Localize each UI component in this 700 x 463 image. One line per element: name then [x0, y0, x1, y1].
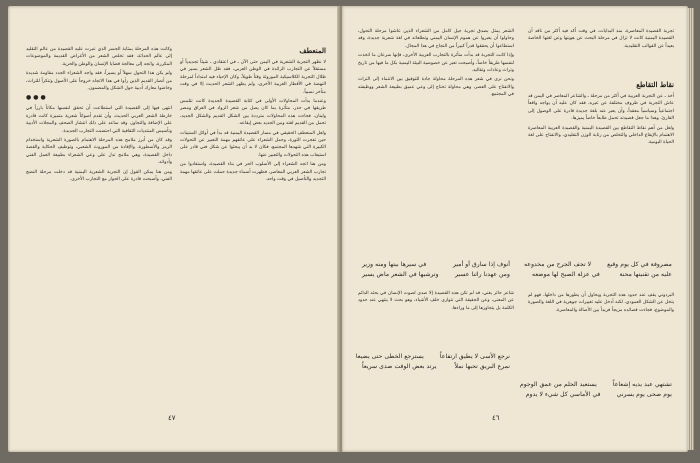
verse-line: نمرع البريق تحبها نملاً يرتد بعض الوقت صدى سريعاً [362, 363, 510, 370]
section-heading-intersection-points: نقاط التقاطع [636, 80, 674, 89]
verse-line: نرجع الأسى لا يطيق ارتفاعاً يسترجع الخطى حتى يضيعا [355, 353, 510, 360]
left-page [8, 6, 340, 452]
verse-line: ومن عهدنا راثنا عسير وترشيها في الشعر ماض يسير [362, 271, 510, 278]
right-page-left-column-top [358, 28, 514, 254]
verse-line: تشتهي عبد يديه إشعاعاً يستعيد الحلم من عمق الوجوم [519, 381, 672, 388]
page-number: ٤٦ [492, 414, 500, 422]
section-divider-icon: ●●● [26, 94, 48, 102]
paragraph: الشعر يمثل بصدق تجربة جيل كامل من الشعراء الذين عاشوا مرحلة التحول، وحاولوا أن يعبروا عن هموم الإنسان اليمني وتطلعاته في لغة شعرية جديدة، وقد استطاعوا أن يحققوا قدراً كبيراً من النجاح في هذا المجال. [358, 29, 514, 49]
paragraph: وإذا كانت التجربة قد بدأت متأثرة بالتجارب العربية الأخرى، فإنها سرعان ما اتخذت لنفسها طريقاً خاصاً، وأصبحت تعبر عن خصوصية البيئة اليمنية بكل ما فيها من تاريخ وتراث وعادات وتقاليد. [358, 53, 514, 74]
left-page-right-column [180, 46, 326, 406]
section-heading-al-munataf: المنعطف [299, 46, 326, 55]
verse-line: مصروفة في كل يوم وقيع لا تجف الجرح من مخدوعه [524, 261, 672, 268]
paragraph: وقد كان من أبرز ملامح هذه المرحلة الاهتمام بالصورة الشعرية واستخدام الرمز والأسطورة، والإفادة من الموروث الشعبي، وتوظيف الحكاية والقصة داخل القصيدة، وهي ملامح تدل على وعي الشعراء بطبيعة العمل الفني وأدواته. [26, 138, 172, 166]
paragraph: وعندما بدأت المحاولات الأولى في كتابة القصيدة الجديدة كانت تتلمس طريقها في حذر، متأثرة بما كان يصل من شعر الرواد في العراق ومصر ولبنان، فجاءت هذه المحاولات مترددة بين الشكل القديم والشكل الجديد، تحمل من القديم لغته ومن الجديد بعض إيقاعه. [180, 99, 326, 127]
paragraph: انتهى فيها إلى القصيدة التي استطاعت أن تحقق لنفسها مكاناً بارزاً في خارطة الشعر العربي الحديث، وأن تقدم أصواتاً شعرية متميزة كانت قادرة على الإضافة والتجاوز، وقد ساعد على ذلك انتشار الصحف والمجلات الأدبية وتأسيس المنتديات الثقافية التي احتضنت التجارب الجديدة. [26, 106, 172, 134]
paragraph: ومن هنا اتجه الشعراء إلى الأسلوب الحر في بناء القصيدة، واستفادوا من تجارب الشعر العربي المعاصر، فظهرت أسماء جديدة حملت على عاتقها مهمة التجديد والتأصيل في وقت واحد. [180, 162, 326, 183]
verse-line: يوم صحى يوم يسرني في الأماسي كل شيء لا يدوم [525, 391, 672, 398]
paragraph: ولعل من أهم نقاط التقاطع بين القصيدة اليمنية والقصيدة العربية المعاصرة الاهتمام بالإيقاع الداخلي والتخلص من رتابة الوزن التقليدي، والانفتاح على لغة الحياة اليومية. [528, 125, 674, 146]
verse-block-2 [362, 260, 510, 280]
paragraph: تجربة القصيدة المعاصرة، منذ البدايات، في وقت أكد فيه أكثر من ناقد أن القصيدة اليمنية كانت لا تزال في مرحلة البحث عن هويتها وعن لغتها الخاصة بعيداً عن القوالب التقليدية. [528, 29, 674, 49]
paragraph: البردوني يقف عند حدود هذه التجربة ويحاول أن يطورها من داخلها، فهو لم يتخل عن الشكل العمودي، لكنه أدخل عليه تغييرات جوهرية في اللغة والصورة والموضوع، فجاءت قصائده مزيجاً فريداً بين الأصالة والمعاصرة. [528, 293, 674, 313]
paragraph: لا نظهر التجربة الشعرية في اليمن حتى الآن ـ في اعتقادي ـ شيئاً تجديدياً أو مستقلاً عن التجارب الرائدة في الوطن العربي، فقد ظل الشعر يسير في ظلال التجربة الكلاسيكية الموروثة وقتاً طويلاً، وكان الإحياء فيه امتداداً لمرحلة النهضة في الأقطار العربية الأخرى، ولم يظهر الشعر الحديث إلا في وقت متأخر نسبياً. [180, 60, 326, 95]
verse-block-4 [519, 380, 672, 400]
left-page-left-column [26, 46, 172, 406]
paragraph: أخذ ـ عن التجربة العربية في أكثر من مرحلة ـ والشاعر المعاصر في اليمن قد عاش التجربة في ظروف مختلفة عن غيره، فقد كان عليه أن يواجه واقعاً اجتماعياً وسياسياً معقداً، وأن يعبر عنه بلغة جديدة قادرة على الوصول إلى القارئ، وهذا ما جعل قصيدته تحمل طابعاً خاصاً يميزها. [528, 94, 674, 122]
right-page [342, 6, 688, 452]
paragraph: ونحن نرى في شعر هذه المرحلة محاولة جادة للتوفيق بين الانتماء إلى التراث والانفتاح على العصر، وهي محاولة تحتاج إلى وعي عميق بطبيعة الشعر ووظيفته في المجتمع. [358, 77, 514, 98]
paragraph: ولم يكن هذا التحول سهلاً أو يسيراً، فقد واجه الشعراء الجدد مقاومة شديدة من أنصار القديم الذين رأوا في هذا الاتجاه خروجاً على الأصول وتنكراً للتراث، وخاضوا معارك أدبية حول الشكل والمضمون. [26, 71, 172, 92]
right-page-left-column-bottom [358, 290, 514, 346]
right-page-right-column-middle [528, 80, 674, 260]
verse-line: أنوف إذا سارق أو أمير في سيرها بيتها ومنه وزير [362, 261, 510, 268]
book-page-edges [688, 8, 694, 450]
verse-block-3 [355, 352, 510, 372]
paragraph: وكانت هذه المرحلة بمثابة الجسر الذي عبرت عليه القصيدة من عالم التقليد إلى عالم الحداثة، فقد تخلص الشعر من الأغراض القديمة والموضوعات المكررة، واتجه إلى معالجة قضايا الإنسان والوطن والحرية. [26, 47, 172, 67]
paragraph: ومن هنا يمكن القول إن التجربة الشعرية اليمنية قد دخلت مرحلة النضج الفني، وأصبحت قادرة على الحوار مع التجارب الأخرى. [26, 169, 172, 183]
verse-line: عليه من تقنيتها محنة في عزلة الصبح لها موضعه [532, 271, 672, 278]
paragraph: شاعر حائر يغني، قد لم تكن هذه القصيدة إلا صدى لصوت الإنسان في بحثه الدائم عن المعنى، وعن الحقيقة التي تتوارى خلف الأشياء، وهو بحث لا ينتهي عند حدود الكلمة بل يتجاوزها إلى ما وراءها. [358, 291, 514, 311]
right-page-right-column-bottom [528, 292, 674, 378]
right-page-right-column-top [528, 28, 674, 78]
verse-block-1 [524, 260, 672, 280]
paragraph: ولعل المنعطف الحقيقي في مسار القصيدة اليمنية قد بدأ في أوائل الستينات حين تفجرت الثورة، وحمل الشعراء على عاتقهم مهمة التعبير عن التحولات الكبيرة التي شهدها المجتمع، فكان لا بد أن يبحثوا عن شكل فني قادر على استيعاب هذه التحولات والتعبير عنها. [180, 130, 326, 158]
page-number: ٤٧ [168, 414, 176, 422]
